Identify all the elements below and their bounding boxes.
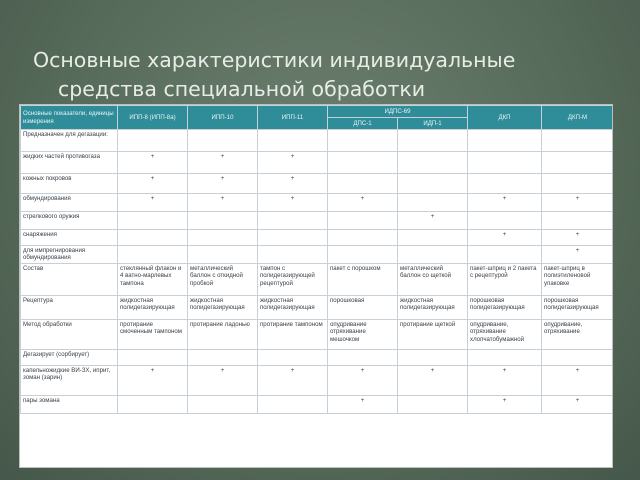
table-cell bbox=[258, 396, 328, 414]
table-cell: + bbox=[188, 366, 258, 396]
table-cell: протирание ладонью bbox=[188, 320, 258, 350]
table-cell bbox=[468, 152, 542, 174]
header-dkpm: ДКП-М bbox=[542, 106, 613, 130]
table-cell bbox=[398, 396, 468, 414]
table-cell: порошковая bbox=[328, 296, 398, 320]
characteristics-table bbox=[20, 105, 613, 414]
table-cell bbox=[398, 230, 468, 246]
table-cell bbox=[258, 130, 328, 152]
table-cell bbox=[188, 212, 258, 230]
table-cell: металлический баллон с откидной пробкой bbox=[188, 264, 258, 296]
table-cell: стеклянный флакон и 4 ватно-марлевых тампона bbox=[118, 264, 188, 296]
slide-title bbox=[0, 46, 640, 104]
table-cell: пакет с порошком bbox=[328, 264, 398, 296]
table-cell bbox=[398, 246, 468, 264]
table-cell bbox=[188, 130, 258, 152]
table-cell: + bbox=[542, 246, 613, 264]
table-cell: + bbox=[468, 230, 542, 246]
table-cell bbox=[188, 396, 258, 414]
table-cell: + bbox=[468, 194, 542, 212]
table-cell bbox=[468, 246, 542, 264]
row-label: кожных покровов bbox=[21, 174, 118, 194]
row-label: стрелкового оружия bbox=[21, 212, 118, 230]
row-label: Дегазирует (сорбирует) bbox=[21, 350, 118, 366]
table-row bbox=[21, 296, 614, 320]
row-label: обмундирования bbox=[21, 194, 118, 212]
table-cell: опудривание, отряхивание хлопчатобумажной bbox=[468, 320, 542, 350]
table-cell: + bbox=[118, 152, 188, 174]
table-cell: + bbox=[328, 194, 398, 212]
table-cell bbox=[542, 130, 613, 152]
table-cell bbox=[328, 174, 398, 194]
table-row bbox=[21, 366, 614, 396]
table-cell bbox=[188, 350, 258, 366]
table-row bbox=[21, 130, 614, 152]
table-cell bbox=[398, 174, 468, 194]
table-row bbox=[21, 396, 614, 414]
row-label: Метод обработки bbox=[21, 320, 118, 350]
characteristics-table-container bbox=[19, 104, 613, 468]
table-cell: пакет-шприц в полиэтиленовой упаковке bbox=[542, 264, 613, 296]
row-label: для импрегнирования обмундирования bbox=[21, 246, 118, 264]
table-cell: + bbox=[542, 396, 613, 414]
table-cell bbox=[542, 212, 613, 230]
table-cell bbox=[328, 212, 398, 230]
table-cell: + bbox=[328, 396, 398, 414]
table-cell: металлический баллон со щеткой bbox=[398, 264, 468, 296]
header-dkp: ДКП bbox=[468, 106, 542, 130]
table-cell bbox=[542, 152, 613, 174]
table-cell bbox=[258, 230, 328, 246]
table-cell bbox=[328, 152, 398, 174]
table-row bbox=[21, 320, 614, 350]
table-cell: жидкостная полидегазирующая bbox=[188, 296, 258, 320]
table-cell bbox=[118, 130, 188, 152]
table-cell: + bbox=[188, 174, 258, 194]
table-cell: + bbox=[188, 194, 258, 212]
table-cell bbox=[188, 246, 258, 264]
table-cell: + bbox=[258, 152, 328, 174]
table-cell: + bbox=[468, 366, 542, 396]
header-param: Основные показатели, единицы измерения bbox=[21, 106, 118, 130]
table-row bbox=[21, 174, 614, 194]
table-row bbox=[21, 152, 614, 174]
table-cell: + bbox=[118, 194, 188, 212]
row-label: Рецептура bbox=[21, 296, 118, 320]
table-cell: + bbox=[468, 396, 542, 414]
table-cell bbox=[118, 212, 188, 230]
table-cell: + bbox=[258, 194, 328, 212]
table-cell bbox=[398, 130, 468, 152]
table-cell: тампон с полидегазирующей рецептурой bbox=[258, 264, 328, 296]
table-cell: + bbox=[188, 152, 258, 174]
table-cell: + bbox=[542, 366, 613, 396]
header-ipp10: ИПП-10 bbox=[188, 106, 258, 130]
row-label: пары зомана bbox=[21, 396, 118, 414]
table-cell: пакет-шприц и 2 пакета с рецептурой bbox=[468, 264, 542, 296]
table-cell: протирание тампоном bbox=[258, 320, 328, 350]
table-cell bbox=[468, 350, 542, 366]
table-cell: + bbox=[328, 366, 398, 396]
row-label: жидких частей противогаза bbox=[21, 152, 118, 174]
row-label: Предназначен для дегазации: bbox=[21, 130, 118, 152]
table-cell bbox=[118, 246, 188, 264]
table-row bbox=[21, 212, 614, 230]
table-cell: + bbox=[258, 366, 328, 396]
row-label: капельножидкие ВИ-ЗХ, иприт, зоман (зарин) bbox=[21, 366, 118, 396]
table-cell bbox=[258, 350, 328, 366]
table-cell bbox=[258, 212, 328, 230]
table-cell: + bbox=[398, 366, 468, 396]
table-cell: + bbox=[398, 212, 468, 230]
table-cell bbox=[542, 174, 613, 194]
table-cell: + bbox=[542, 194, 613, 212]
slide-title-line-1: Основные характеристики индивидуальные bbox=[33, 48, 516, 72]
table-cell bbox=[328, 246, 398, 264]
table-cell: опудривание, отряхивание bbox=[542, 320, 613, 350]
table-cell bbox=[118, 396, 188, 414]
table-row bbox=[21, 246, 614, 264]
table-cell bbox=[328, 230, 398, 246]
table-cell: + bbox=[118, 366, 188, 396]
table-cell bbox=[118, 350, 188, 366]
table-row bbox=[21, 264, 614, 296]
header-dps1: ДПС-1 bbox=[328, 118, 398, 130]
table-row bbox=[21, 230, 614, 246]
table-cell bbox=[468, 174, 542, 194]
table-cell bbox=[328, 350, 398, 366]
table-cell: порошковая полидегазирующая bbox=[468, 296, 542, 320]
header-idps69: ИДПС-69 bbox=[328, 106, 468, 118]
header-ipp11: ИПП-11 bbox=[258, 106, 328, 130]
table-body bbox=[21, 130, 614, 414]
table-cell bbox=[398, 194, 468, 212]
table-cell bbox=[328, 130, 398, 152]
table-cell bbox=[398, 350, 468, 366]
table-cell bbox=[188, 230, 258, 246]
table-cell: + bbox=[258, 174, 328, 194]
table-cell: порошковая полидегазирующая bbox=[542, 296, 613, 320]
slide-title-line-2: средства специальной обработки bbox=[58, 77, 426, 101]
row-label: Состав bbox=[21, 264, 118, 296]
table-cell bbox=[468, 130, 542, 152]
table-cell: жидкостная полидегазирующая bbox=[398, 296, 468, 320]
table-cell bbox=[258, 246, 328, 264]
table-cell: опудривание отряхивание мешочком bbox=[328, 320, 398, 350]
table-cell: жидкостная полидегазирующая bbox=[258, 296, 328, 320]
table-cell: жидкостная полидегазирующая bbox=[118, 296, 188, 320]
table-cell: + bbox=[118, 174, 188, 194]
table-cell: протирание щеткой bbox=[398, 320, 468, 350]
header-ipp8: ИПП-8 (ИПП-8а) bbox=[118, 106, 188, 130]
row-label: снаряжения bbox=[21, 230, 118, 246]
table-row bbox=[21, 194, 614, 212]
table-cell bbox=[118, 230, 188, 246]
table-row bbox=[21, 350, 614, 366]
table-cell bbox=[542, 350, 613, 366]
table-cell bbox=[398, 152, 468, 174]
header-idp1: ИДП-1 bbox=[398, 118, 468, 130]
table-cell: протирание смоченным тампоном bbox=[118, 320, 188, 350]
table-cell: + bbox=[542, 230, 613, 246]
table-cell bbox=[468, 212, 542, 230]
